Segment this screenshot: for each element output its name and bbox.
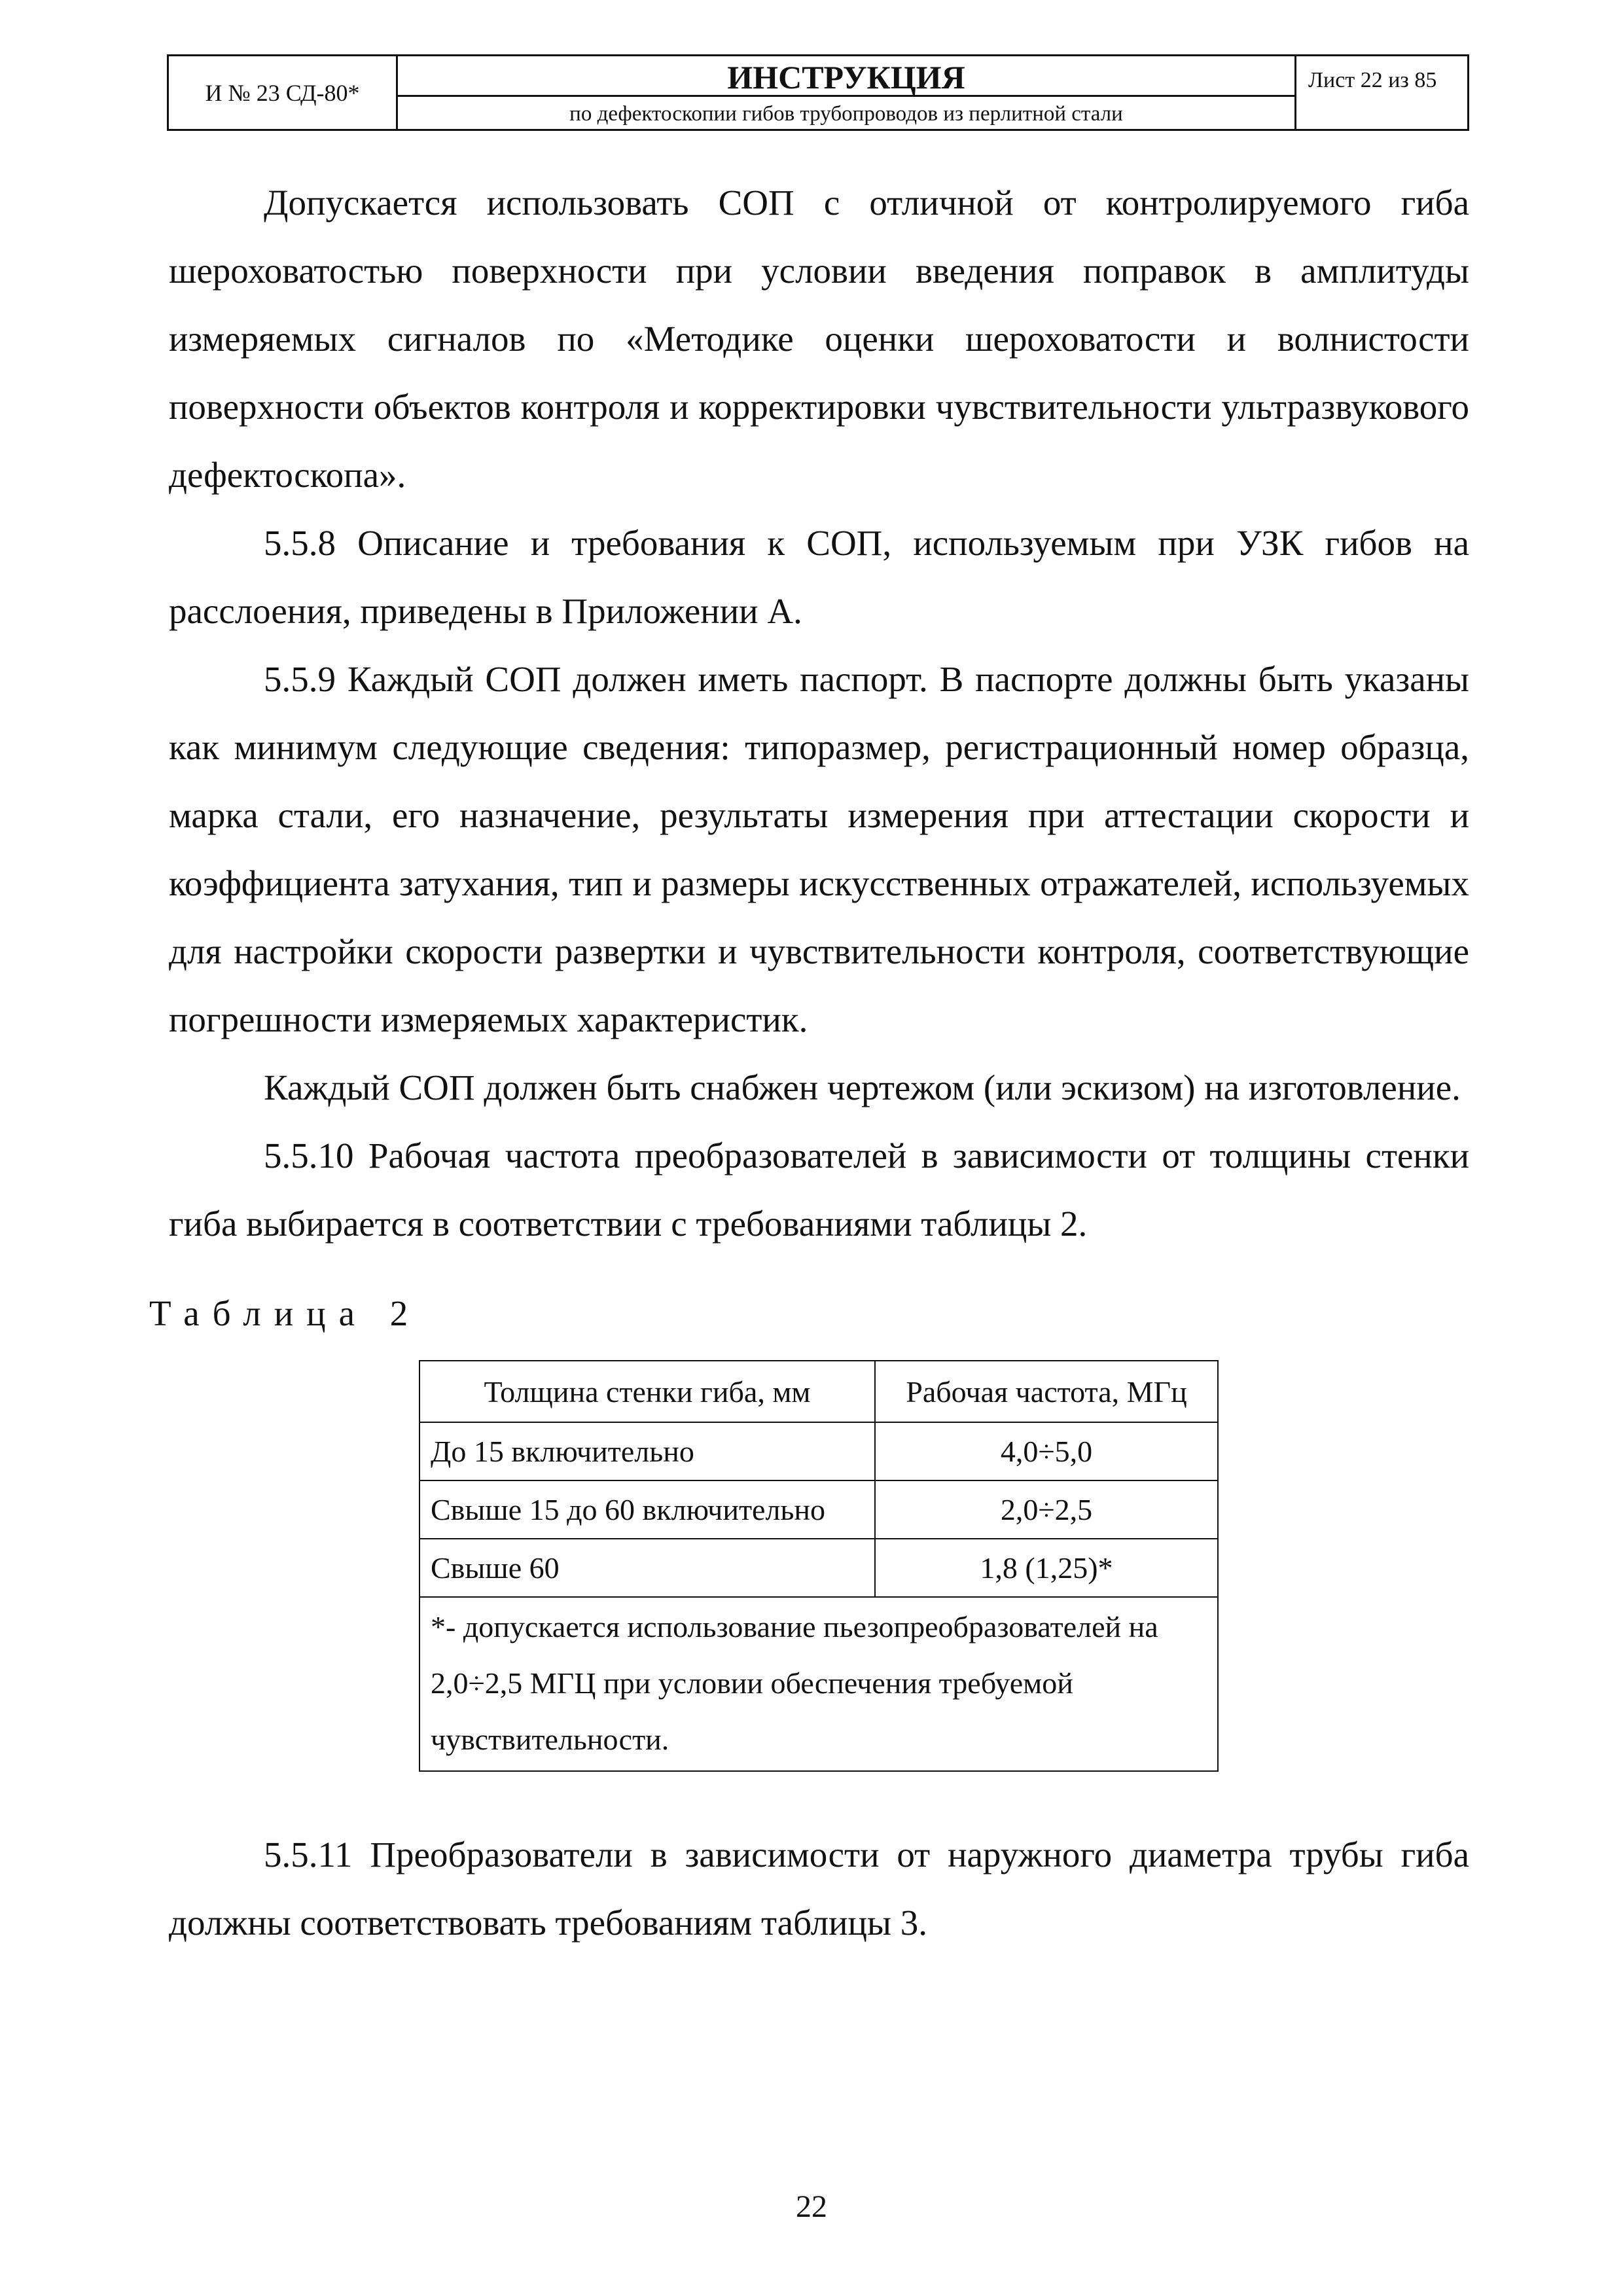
paragraph: 5.5.8 Описание и требования к СОП, используемым при УЗК гибов на расслоения, приведены в Приложении А. bbox=[169, 523, 1469, 631]
doc-title: ИНСТРУКЦИЯ bbox=[398, 56, 1294, 97]
table-cell: 1,8 (1,25)* bbox=[875, 1539, 1218, 1597]
sheet-number: Лист 22 из 85 bbox=[1294, 56, 1467, 129]
body-text-lower bbox=[169, 1821, 1469, 1957]
table-row bbox=[419, 1480, 1218, 1539]
table-header-row bbox=[419, 1361, 1218, 1422]
table-cell: 2,0÷2,5 bbox=[875, 1480, 1218, 1539]
table-note-row bbox=[419, 1597, 1218, 1771]
table-cell: 4,0÷5,0 bbox=[875, 1422, 1218, 1480]
paragraph: 5.5.9 Каждый СОП должен иметь паспорт. В паспорте должны быть указаны как минимум следующие сведения: типоразмер, регистрационный номер образца, марка стали, его назначение, результаты измерения при аттестации скорости и коэффициента затухания, тип и размеры искусственных отражателей, используемых для настройки скорости развертки и чувствительности контроля, соответствующие погрешности измеряемых характеристик. bbox=[169, 659, 1469, 1039]
table-header-cell: Толщина стенки гиба, мм bbox=[419, 1361, 875, 1422]
table-cell: Свыше 15 до 60 включительно bbox=[419, 1480, 875, 1539]
table-note: *- допускается использование пьезопреобразователей на 2,0÷2,5 МГЦ при условии обеспечения требуемой чувствительности. bbox=[419, 1597, 1218, 1771]
table-cell: Свыше 60 bbox=[419, 1539, 875, 1597]
paragraph: Каждый СОП должен быть снабжен чертежом (или эскизом) на изготовление. bbox=[264, 1067, 1461, 1107]
table-header-cell: Рабочая частота, МГц bbox=[875, 1361, 1218, 1422]
table-row bbox=[419, 1422, 1218, 1480]
body-text-upper bbox=[169, 169, 1469, 1258]
doc-number: И № 23 СД-80* bbox=[169, 56, 398, 129]
page-number: 22 bbox=[796, 2189, 827, 2224]
header-title-block bbox=[398, 56, 1294, 129]
paragraph: 5.5.10 Рабочая частота преобразователей в зависимости от толщины стенки гиба выбирается в соответствии с требованиями таблицы 2. bbox=[169, 1136, 1469, 1244]
paragraph: Допускается использовать СОП с отличной от контролируемого гиба шероховатостью поверхности при условии введения поправок в амплитуды измеряемых сигналов по «Методике оценки шероховатости и волнистости поверхности объектов контроля и корректировки чувствительности ультразвукового дефектоскопа». bbox=[169, 183, 1469, 495]
doc-subtitle: по дефектоскопии гибов трубопроводов из перлитной стали bbox=[569, 102, 1123, 126]
table-cell: До 15 включительно bbox=[419, 1422, 875, 1480]
table-caption: Таблица 2 bbox=[149, 1293, 421, 1333]
table-row bbox=[419, 1539, 1218, 1597]
document-header bbox=[167, 54, 1469, 131]
frequency-table bbox=[419, 1360, 1219, 1772]
paragraph: 5.5.11 Преобразователи в зависимости от наружного диаметра трубы гиба должны соответствовать требованиям таблицы 3. bbox=[169, 1835, 1469, 1943]
